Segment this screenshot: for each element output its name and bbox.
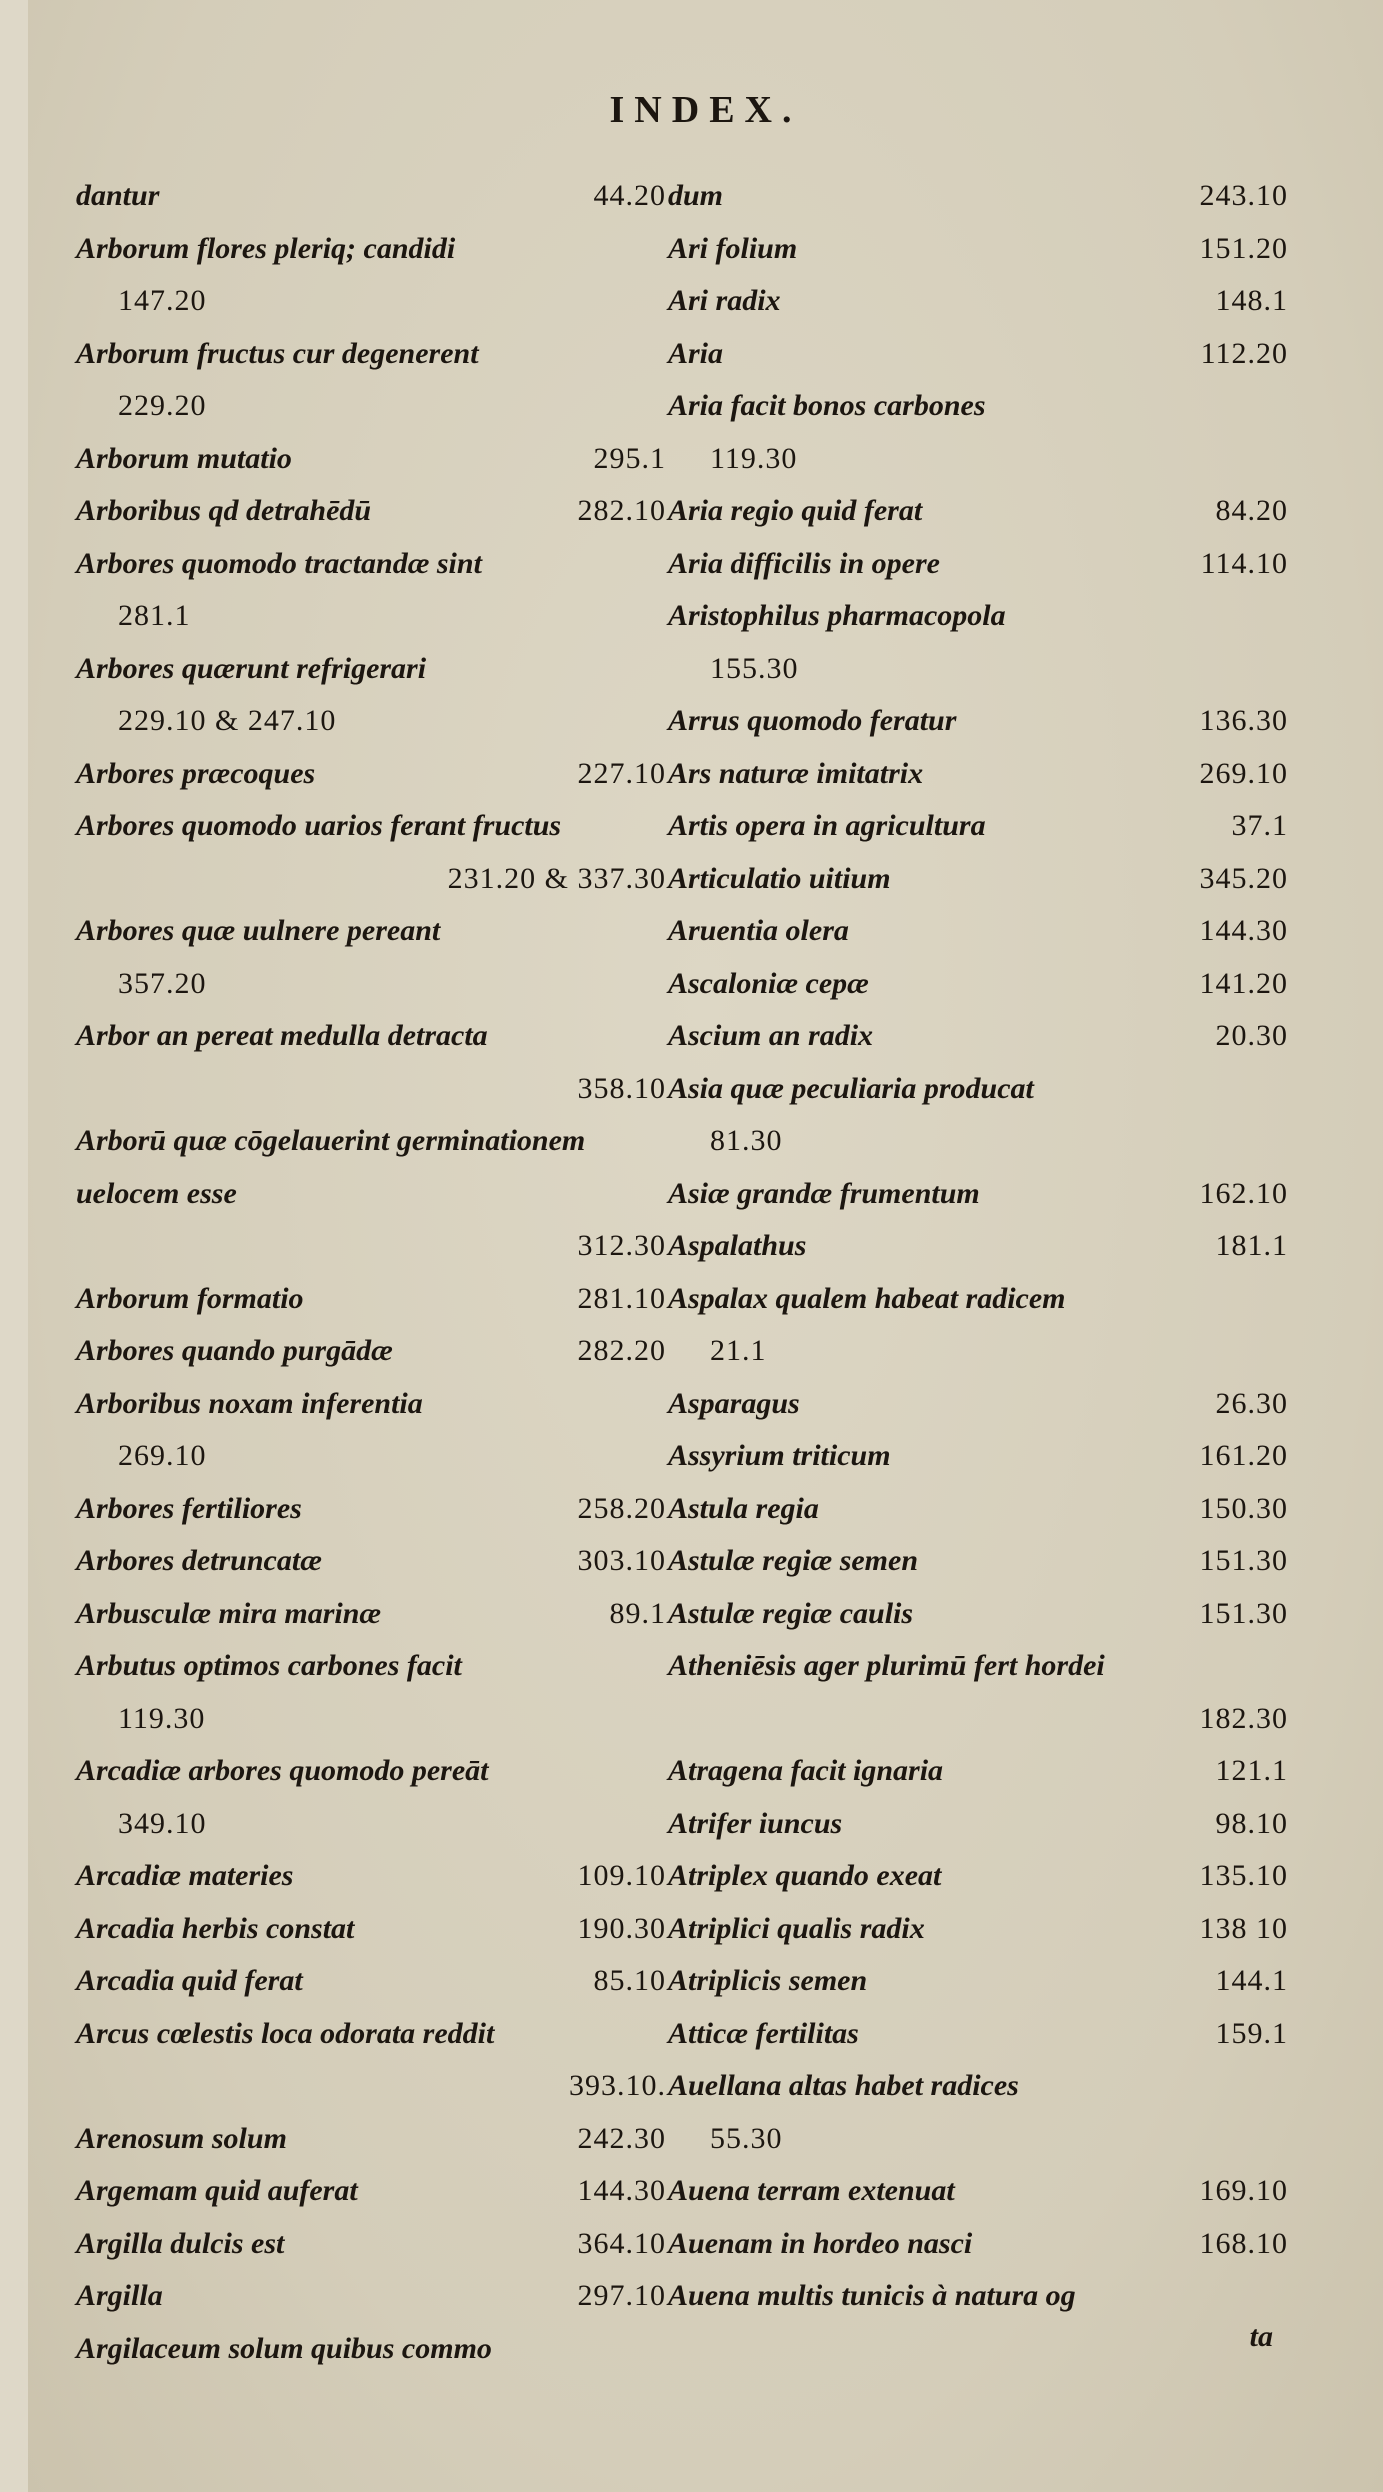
index-page-ref: 144.30 <box>577 2174 666 2207</box>
index-page-ref: 119.30 <box>710 441 798 475</box>
index-entry <box>668 2165 1288 2218</box>
index-entry <box>76 170 666 223</box>
index-term: Arbores quæ uulnere pereant <box>76 914 441 947</box>
index-entry <box>76 2218 666 2271</box>
index-term: Ascaloniæ cepæ <box>668 966 869 1000</box>
index-page-ref: 182.30 <box>1199 1701 1288 1735</box>
index-entry <box>76 223 666 328</box>
index-term: Arcadia quid ferat <box>76 1964 303 1997</box>
index-term: Arbores fertiliores <box>76 1491 302 1525</box>
index-page-ref: 282.20 <box>577 1334 666 1367</box>
index-entry <box>76 1903 666 1956</box>
index-term: Aspalathus <box>668 1229 807 1262</box>
index-term: Arborum mutatio <box>76 441 292 475</box>
index-page-ref: 364.10 <box>577 2226 666 2260</box>
index-page-ref: 190.30 <box>577 1911 666 1945</box>
index-entry <box>76 800 666 905</box>
index-page-ref: 85.10 <box>593 1964 666 1997</box>
index-entry <box>668 328 1288 381</box>
index-page-ref: 349.10 <box>118 1806 207 1840</box>
index-page-ref: 159.1 <box>1215 2016 1288 2050</box>
index-entry <box>668 2218 1288 2271</box>
index-term: Arenosum solum <box>76 2121 287 2155</box>
index-entry <box>668 590 1288 695</box>
index-term: Arbores detruncatæ <box>76 1544 322 1577</box>
index-entry <box>76 2323 666 2376</box>
index-term: Arbores quando purgādæ <box>76 1334 393 1367</box>
index-page-ref: 44.20 <box>593 179 666 212</box>
index-entry <box>668 170 1288 223</box>
index-term: Arbores quomodo tractandæ sint <box>76 546 482 580</box>
index-page-ref: 161.20 <box>1199 1439 1288 1472</box>
index-term: Ascium an radix <box>668 1019 874 1052</box>
index-entry <box>76 433 666 486</box>
index-entry <box>668 380 1288 485</box>
index-page-ref: 141.20 <box>1199 966 1288 1000</box>
index-term: Ars naturæ imitatrix <box>668 756 924 790</box>
index-page-ref: 21.1 <box>710 1334 767 1367</box>
index-entry <box>76 1745 666 1850</box>
index-entry <box>668 748 1288 801</box>
index-entry <box>668 1535 1288 1588</box>
index-term: Atriplicis semen <box>668 1964 868 1997</box>
index-entry <box>76 1115 666 1273</box>
index-page-ref: 297.10 <box>577 2279 666 2312</box>
index-entry <box>76 1640 666 1745</box>
index-entry <box>76 643 666 748</box>
index-term: Argemam quid auferat <box>76 2174 358 2207</box>
index-page-ref: 55.30 <box>710 2121 783 2155</box>
index-entry <box>668 485 1288 538</box>
index-term: Auena multis tunicis à natura og <box>668 2279 1076 2312</box>
index-entry <box>668 1850 1288 1903</box>
index-term: Arborum formatio <box>76 1281 304 1315</box>
index-term: dantur <box>76 179 160 212</box>
index-page-ref: 144.30 <box>1199 914 1288 947</box>
index-entry <box>76 1535 666 1588</box>
index-entry <box>668 1220 1288 1273</box>
catchword: ta <box>1249 2320 1273 2353</box>
index-term: Assyrium triticum <box>668 1439 891 1472</box>
index-page <box>28 0 1383 2492</box>
index-term: Ari radix <box>668 284 781 317</box>
index-page-ref: 303.10 <box>577 1544 666 1577</box>
index-entry <box>668 223 1288 276</box>
index-page-ref: 357.20 <box>118 966 207 1000</box>
index-page-ref: 281.1 <box>118 599 191 632</box>
index-page-ref: 162.10 <box>1199 1176 1288 1210</box>
index-term: Arcus cœlestis loca odorata reddit <box>76 2016 495 2050</box>
index-entry <box>76 328 666 433</box>
index-entry <box>668 800 1288 853</box>
index-term: Aria <box>668 336 724 370</box>
index-page-ref: 89.1 <box>609 1596 666 1630</box>
index-page-ref: 147.20 <box>118 284 207 317</box>
index-term: dum <box>668 179 724 212</box>
index-entry <box>76 748 666 801</box>
index-entry <box>668 1168 1288 1221</box>
index-entry <box>76 1955 666 2008</box>
index-page-ref: 114.10 <box>1200 546 1288 580</box>
index-entry <box>76 1850 666 1903</box>
index-page-ref: 84.20 <box>1215 494 1288 527</box>
index-page-ref: 136.30 <box>1199 704 1288 737</box>
index-page-ref: 26.30 <box>1215 1386 1288 1420</box>
index-entry <box>668 1063 1288 1168</box>
index-page-ref: 37.1 <box>1231 809 1288 842</box>
index-term: Arbutus optimos carbones facit <box>76 1649 462 1682</box>
index-entry <box>668 1588 1288 1641</box>
index-term: Arborum flores pleriq; candidi <box>76 231 456 265</box>
index-term: Arcadiæ arbores quomodo pereāt <box>76 1754 489 1787</box>
index-page-ref: 148.1 <box>1215 284 1288 317</box>
index-term: Arbusculæ mira marinæ <box>76 1596 382 1630</box>
index-term: Ari folium <box>668 231 798 265</box>
index-term: Aria difficilis in opere <box>668 546 940 580</box>
index-page-ref: 144.1 <box>1215 1964 1288 1997</box>
index-page-ref: 121.1 <box>1215 1754 1288 1787</box>
index-term: Arcadiæ materies <box>76 1859 294 1892</box>
index-entry <box>668 1378 1288 1431</box>
index-term: Arbores præcoques <box>76 756 316 790</box>
index-term: Asia quæ peculiaria producat <box>668 1071 1034 1105</box>
index-entry <box>668 905 1288 958</box>
left-column <box>76 170 666 2375</box>
index-entry <box>76 1588 666 1641</box>
index-term: Arrus quomodo feratur <box>668 704 957 737</box>
index-term: Arborū quæ cōgelauerint germinationem uelocem esse <box>76 1124 586 1210</box>
index-page-ref: 242.30 <box>577 2121 666 2155</box>
index-page-ref: 135.10 <box>1199 1859 1288 1892</box>
index-entry <box>668 1955 1288 2008</box>
index-term: Arbor an pereat medulla detracta <box>76 1019 488 1052</box>
index-entry <box>668 1273 1288 1378</box>
index-term: Astulæ regiæ semen <box>668 1544 919 1577</box>
index-term: Auenam in hordeo nasci <box>668 2226 973 2260</box>
index-entry <box>76 905 666 1010</box>
index-page-ref: 98.10 <box>1215 1806 1288 1840</box>
index-term: Argilla <box>76 2279 163 2312</box>
index-entry <box>668 1640 1288 1745</box>
index-entry <box>76 2113 666 2166</box>
index-entry <box>668 2060 1288 2165</box>
index-page-ref: 269.10 <box>1199 756 1288 790</box>
index-page-ref: 112.20 <box>1200 336 1288 370</box>
index-term: Articulatio uitium <box>668 861 891 895</box>
index-term: Arcadia herbis constat <box>76 1911 355 1945</box>
index-term: Atragena facit ignaria <box>668 1754 944 1787</box>
index-entry <box>668 1798 1288 1851</box>
index-entry <box>76 485 666 538</box>
right-column <box>668 170 1288 2323</box>
index-page-ref: 138 10 <box>1199 1911 1288 1945</box>
index-page-ref: 109.10 <box>577 1859 666 1892</box>
index-page-ref: 345.20 <box>1199 861 1288 895</box>
index-term: Atriplici qualis radix <box>668 1911 925 1945</box>
index-entry <box>76 2165 666 2218</box>
index-page-ref: 231.20 & 337.30 <box>447 861 666 895</box>
index-entry <box>76 1010 666 1115</box>
index-term: Aruentia olera <box>668 914 849 947</box>
index-term: Arbores quærunt refrigerari <box>76 651 427 685</box>
index-page-ref: 229.20 <box>118 389 207 422</box>
index-term: Aspalax qualem habeat radicem <box>668 1281 1066 1315</box>
index-entry <box>668 2008 1288 2061</box>
index-term: Aristophilus pharmacopola <box>668 599 1006 632</box>
index-page-ref: 227.10 <box>577 756 666 790</box>
index-term: Argilaceum solum quibus commo <box>76 2331 492 2365</box>
index-entry <box>76 1483 666 1536</box>
index-term: Astula regia <box>668 1491 819 1525</box>
index-entry <box>668 853 1288 906</box>
index-page-ref: 282.10 <box>577 494 666 527</box>
index-term: Arborum fructus cur degenerent <box>76 336 479 370</box>
index-term: Atriplex quando exeat <box>668 1859 942 1892</box>
index-page-ref: 243.10 <box>1199 179 1288 212</box>
index-page-ref: 151.30 <box>1199 1544 1288 1577</box>
index-entry <box>668 275 1288 328</box>
index-entry <box>76 2008 666 2113</box>
index-entry <box>668 1745 1288 1798</box>
index-entry <box>76 2270 666 2323</box>
index-term: Artis opera in agricultura <box>668 809 986 842</box>
index-entry <box>668 2270 1288 2323</box>
index-entry <box>668 1483 1288 1536</box>
index-term: Argilla dulcis est <box>76 2226 285 2260</box>
index-page-ref: 81.30 <box>710 1124 783 1157</box>
index-page-ref: 155.30 <box>710 651 799 685</box>
index-term: Aria facit bonos carbones <box>668 389 986 422</box>
index-page-ref: 119.30 <box>118 1701 206 1735</box>
index-page-ref: 169.10 <box>1199 2174 1288 2207</box>
page-header: INDEX. <box>609 89 802 131</box>
index-page-ref: 312.30 <box>577 1229 666 1262</box>
index-page-ref: 258.20 <box>577 1491 666 1525</box>
index-entry <box>668 958 1288 1011</box>
index-term: Auellana altas habet radices <box>668 2069 1019 2102</box>
index-page-ref: 168.10 <box>1199 2226 1288 2260</box>
index-page-ref: 20.30 <box>1215 1019 1288 1052</box>
index-term: Atheniēsis ager plurimū fert hordei <box>668 1649 1105 1682</box>
index-page-ref: 269.10 <box>118 1439 207 1472</box>
index-entry <box>76 1273 666 1326</box>
index-term: Aria regio quid ferat <box>668 494 923 527</box>
index-term: Atticæ fertilitas <box>668 2016 859 2050</box>
index-term: Astulæ regiæ caulis <box>668 1596 914 1630</box>
index-term: Asparagus <box>668 1386 800 1420</box>
index-term: Arboribus noxam inferentia <box>76 1386 423 1420</box>
index-entry <box>668 538 1288 591</box>
index-term: Asiæ grandæ frumentum <box>668 1176 980 1210</box>
index-term: Arbores quomodo uarios ferant fructus <box>76 809 562 842</box>
index-entry <box>668 1903 1288 1956</box>
index-entry <box>668 1010 1288 1063</box>
index-term: Atrifer iuncus <box>668 1806 843 1840</box>
index-page-ref: 151.30 <box>1199 1596 1288 1630</box>
index-term: Arboribus qd detrahēdū <box>76 494 372 527</box>
index-page-ref: 150.30 <box>1199 1491 1288 1525</box>
index-page-ref: 393.10. <box>569 2069 666 2102</box>
index-page-ref: 151.20 <box>1199 231 1288 265</box>
index-page-ref: 358.10 <box>577 1071 666 1105</box>
index-page-ref: 229.10 & 247.10 <box>118 704 337 737</box>
index-term: Auena terram extenuat <box>668 2174 955 2207</box>
index-page-ref: 295.1 <box>593 441 666 475</box>
index-entry <box>668 695 1288 748</box>
index-page-ref: 281.10 <box>577 1281 666 1315</box>
index-entry <box>668 1430 1288 1483</box>
index-entry <box>76 538 666 643</box>
index-entry <box>76 1325 666 1378</box>
index-entry <box>76 1378 666 1483</box>
index-page-ref: 181.1 <box>1215 1229 1288 1262</box>
